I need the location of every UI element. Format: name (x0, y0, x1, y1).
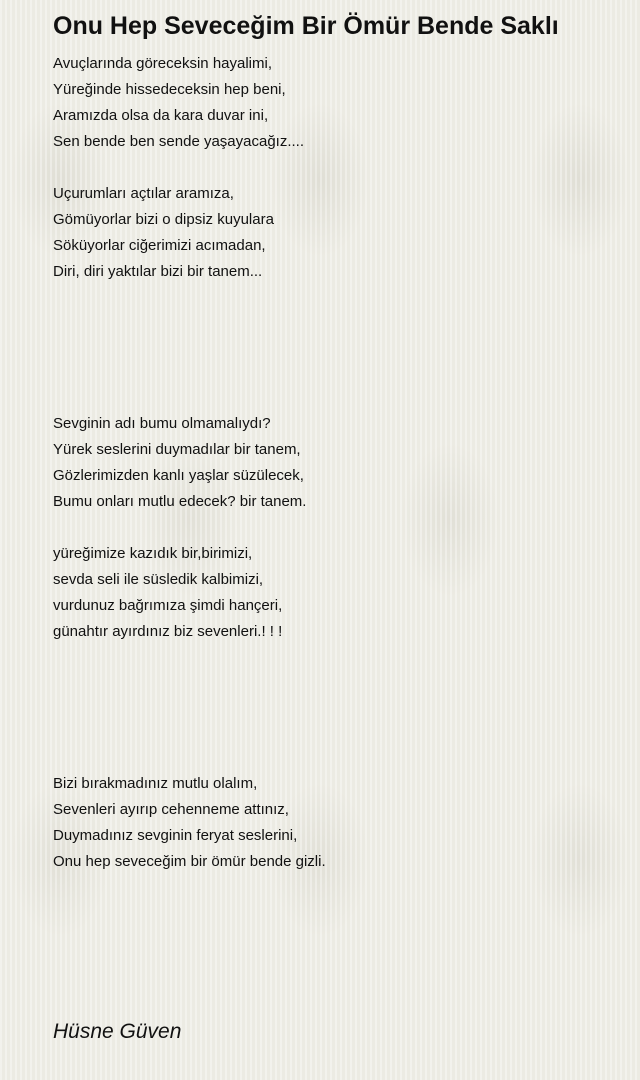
poem-line: Bizi bırakmadınız mutlu olalım, (53, 775, 258, 792)
poem-line: Söküyorlar ciğerimizi acımadan, (53, 237, 266, 254)
poem-line: günahtır ayırdınız biz sevenleri.! ! ! (53, 623, 283, 640)
poem-line: Sevginin adı bumu olmamalıydı? (53, 415, 271, 432)
poem-line: Uçurumları açtılar aramıza, (53, 185, 234, 202)
poem-line: Sevenleri ayırıp cehenneme attınız, (53, 801, 289, 818)
poem-line: Diri, diri yaktılar bizi bir tanem... (53, 263, 263, 280)
poem-line: Yüreğinde hissedeceksin hep beni, (53, 81, 286, 98)
poem-title: Onu Hep Seveceğim Bir Ömür Bende Saklı (53, 12, 559, 40)
poem-line: Avuçlarında göreceksin hayalimi, (53, 55, 273, 72)
poem-line: Onu hep seveceğim bir ömür bende gizli. (53, 853, 326, 870)
poem-line: Duymadınız sevginin feryat seslerini, (53, 827, 298, 844)
poem-line: Gözlerimizden kanlı yaşlar süzülecek, (53, 467, 304, 484)
poem-author: Hüsne Güven (53, 1020, 182, 1043)
poem-line: vurdunuz bağrımıza şimdi hançeri, (53, 597, 283, 614)
poem-line: sevda seli ile süsledik kalbimizi, (53, 571, 264, 588)
poem-line: Gömüyorlar bizi o dipsiz kuyulara (53, 211, 274, 228)
poem-line: Sen bende ben sende yaşayacağız.... (53, 133, 305, 150)
poem-line: yüreğimize kazıdık bir,birimizi, (53, 545, 253, 562)
poem-line: Bumu onları mutlu edecek? bir tanem. (53, 493, 307, 510)
poem-line: Yürek seslerini duymadılar bir tanem, (53, 441, 301, 458)
poem-line: Aramızda olsa da kara duvar ini, (53, 107, 269, 124)
